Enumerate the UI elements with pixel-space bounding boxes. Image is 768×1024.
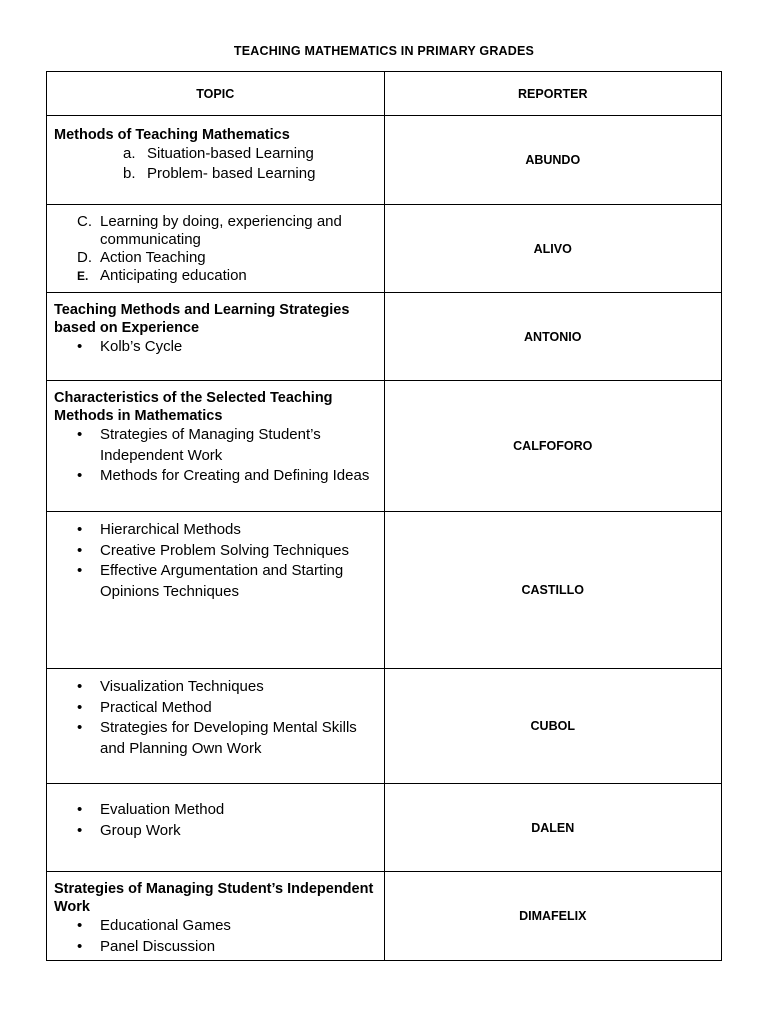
reporter-name: CALFOFORO xyxy=(384,381,722,512)
reporter-column-header: REPORTER xyxy=(384,72,722,116)
list-item: • Kolb’s Cycle xyxy=(54,337,378,358)
list-marker: C. xyxy=(77,213,92,230)
topic-cell xyxy=(47,293,385,381)
table-row xyxy=(47,512,722,669)
topic-list xyxy=(54,677,378,759)
topic-heading: Characteristics of the Selected Teaching Methods in Mathematics xyxy=(54,390,333,424)
topic-list xyxy=(54,916,378,957)
topic-heading: Methods of Teaching Mathematics xyxy=(54,127,290,143)
topic-list xyxy=(54,800,378,841)
list-item: • Strategies of Managing Student’s Independent Work xyxy=(54,425,378,466)
table-row xyxy=(47,116,722,205)
list-item: • Methods for Creating and Defining Ideas xyxy=(54,466,378,487)
table-row xyxy=(47,205,722,293)
list-item: • Effective Argumentation and Starting Opinions Techniques xyxy=(54,561,378,602)
table-row xyxy=(47,293,722,381)
list-item-text: Action Teaching xyxy=(100,249,206,266)
list-item: • Strategies for Developing Mental Skills and Planning Own Work xyxy=(54,718,378,759)
topic-list xyxy=(54,213,378,285)
list-marker: E. xyxy=(77,269,89,283)
list-item: • Educational Games xyxy=(54,916,378,937)
reporter-name: ALIVO xyxy=(384,205,722,293)
table-row xyxy=(47,784,722,872)
list-item: • Visualization Techniques xyxy=(54,677,378,698)
list-item: • Panel Discussion xyxy=(54,937,378,958)
reporter-name: CUBOL xyxy=(384,669,722,784)
table-row xyxy=(47,381,722,512)
topic-cell xyxy=(47,205,385,293)
topic-column-header: TOPIC xyxy=(47,72,385,116)
list-item: • Group Work xyxy=(54,821,378,842)
reporter-name: DIMAFELIX xyxy=(384,872,722,961)
topic-list xyxy=(54,425,378,487)
reporter-name: CASTILLO xyxy=(384,512,722,669)
topic-cell xyxy=(47,116,385,205)
table-row xyxy=(47,669,722,784)
list-item: • Practical Method xyxy=(54,698,378,719)
list-item xyxy=(54,213,378,249)
topic-heading: Strategies of Managing Student’s Independent Work xyxy=(54,881,374,915)
list-marker: a. xyxy=(123,145,136,162)
list-item-text: Problem- based Learning xyxy=(147,164,316,182)
topic-cell xyxy=(47,381,385,512)
page-title: TEACHING MATHEMATICS IN PRIMARY GRADES xyxy=(233,44,535,58)
topics-table xyxy=(46,71,722,961)
topic-cell xyxy=(47,512,385,669)
list-item xyxy=(54,164,378,184)
table-header-row xyxy=(47,72,722,116)
list-item xyxy=(54,249,378,267)
list-item-text: Learning by doing, experiencing and communicating xyxy=(100,213,342,248)
list-item-text: Anticipating education xyxy=(100,267,247,284)
topic-heading: Teaching Methods and Learning Strategies based on Experience xyxy=(54,302,350,336)
list-item xyxy=(54,144,378,164)
topic-cell xyxy=(47,872,385,961)
list-item: • Evaluation Method xyxy=(54,800,378,821)
topic-cell xyxy=(47,784,385,872)
topic-list xyxy=(54,144,378,183)
topic-list xyxy=(54,337,378,358)
list-item: • Hierarchical Methods xyxy=(54,520,378,541)
table-row xyxy=(47,872,722,961)
list-item: • Creative Problem Solving Techniques xyxy=(54,541,378,562)
reporter-name: ABUNDO xyxy=(384,116,722,205)
list-item xyxy=(54,267,378,285)
list-marker: b. xyxy=(123,164,136,182)
list-marker: D. xyxy=(77,249,92,266)
list-item-text: Situation-based Learning xyxy=(147,145,314,162)
topic-cell xyxy=(47,669,385,784)
topic-list xyxy=(54,520,378,602)
reporter-name: ANTONIO xyxy=(384,293,722,381)
reporter-name: DALEN xyxy=(384,784,722,872)
